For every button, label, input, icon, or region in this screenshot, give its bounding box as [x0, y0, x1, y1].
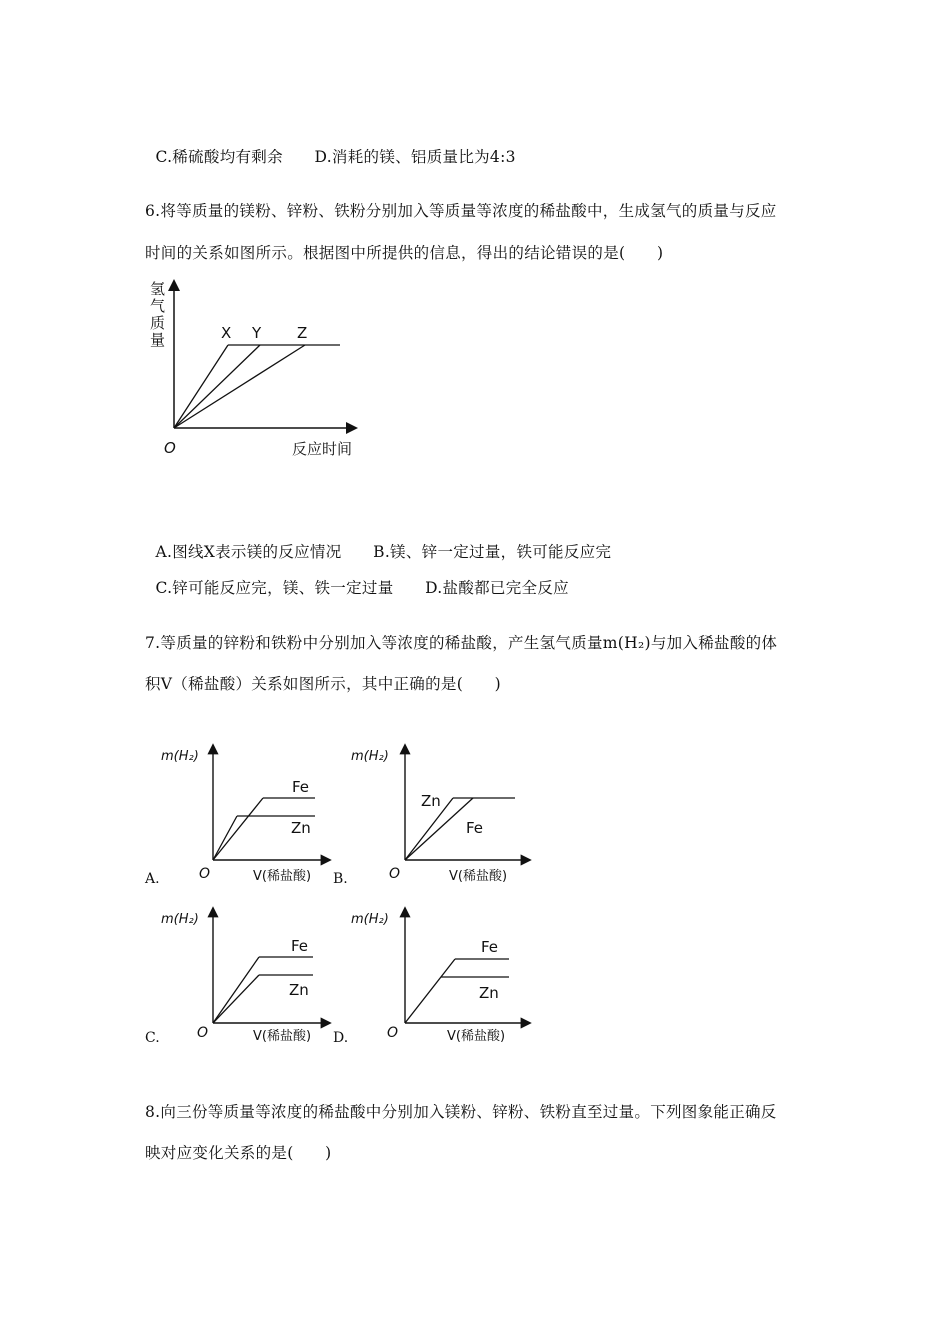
q6-line-y [174, 345, 260, 428]
q7c-xlabel: V(稀盐酸) [253, 1029, 312, 1044]
q7b-xlabel: V(稀盐酸) [449, 869, 508, 884]
q6-option-a: A.图线X表示镁的反应情况 [155, 543, 342, 561]
q8-stem-line1: 8.向三份等质量等浓度的稀盐酸中分别加入镁粉、锌粉、铁粉直至过量。下列图象能正确反 [145, 1103, 777, 1121]
q7b-ylabel: m(H₂) [351, 749, 389, 764]
q6-stem-line1: 6.将等质量的镁粉、锌粉、铁粉分别加入等质量等浓度的稀盐酸中，生成氢气的质量与反应 [145, 202, 777, 220]
q7d-ylabel: m(H₂) [351, 912, 389, 927]
q6-option-b: B.镁、锌一定过量，铁可能反应完 [373, 543, 612, 561]
q6-label-z: Z [297, 324, 308, 342]
q7-graph-d [345, 903, 535, 1053]
q7-graph-a [155, 740, 335, 890]
q8-stem-line2: 映对应变化关系的是( ) [145, 1144, 332, 1162]
q5-options-line [145, 127, 516, 167]
q7b-zn: Zn [421, 792, 441, 810]
q6-options-line1 [145, 522, 611, 562]
q7-graph-b [345, 740, 535, 890]
q6-ylabel-2: 气 [150, 297, 166, 315]
q6-ylabel-3: 质 [150, 314, 166, 332]
q7b-fe: Fe [466, 819, 484, 837]
q6-ylabel-1: 氢 [150, 280, 166, 298]
q7d-xlabel: V(稀盐酸) [447, 1029, 506, 1044]
q6-figure [140, 276, 380, 466]
q7-option-a-label: A. [145, 871, 160, 887]
q7c-fe: Fe [291, 937, 309, 955]
q6-label-x: X [221, 324, 232, 342]
q7-option-c-label: C. [145, 1030, 160, 1046]
q7-stem-line1: 7.等质量的锌粉和铁粉中分别加入等浓度的稀盐酸，产生氢气质量m(H₂)与加入稀盐酸的体 [145, 634, 778, 652]
q7c-origin: O [197, 1025, 209, 1041]
q7a-origin: O [199, 866, 211, 882]
q7c-zn: Zn [289, 981, 309, 999]
q6-option-d: D.盐酸都已完全反应 [425, 579, 569, 597]
q7a-zn: Zn [291, 819, 311, 837]
q7d-zn: Zn [479, 984, 499, 1002]
q7b-origin: O [389, 866, 401, 882]
q6-line-z [174, 345, 305, 428]
q7a-xlabel: V(稀盐酸) [253, 869, 312, 884]
q7-stem-line2: 积V（稀盐酸）关系如图所示，其中正确的是( ) [145, 675, 501, 693]
q6-label-y: Y [252, 324, 262, 342]
q7d-origin: O [387, 1025, 399, 1041]
q5-option-d: D.消耗的镁、铝质量比为4:3 [314, 148, 516, 166]
q6-options-line2 [145, 558, 569, 598]
q6-line-x [174, 345, 228, 428]
q7-option-d-label: D. [333, 1030, 349, 1046]
q7-option-b-label: B. [333, 871, 348, 887]
q6-stem-line2: 时间的关系如图所示。根据图中所提供的信息，得出的结论错误的是( ) [145, 244, 664, 262]
q6-xlabel: 反应时间 [292, 440, 353, 458]
q7c-ylabel: m(H₂) [161, 912, 199, 927]
q5-option-c: C.稀硫酸均有剩余 [155, 148, 283, 166]
q7a-fe: Fe [292, 778, 310, 796]
q7-graph-c [155, 903, 335, 1053]
q6-origin: O [164, 439, 176, 457]
q7a-ylabel: m(H₂) [161, 749, 199, 764]
q7d-fe: Fe [481, 938, 499, 956]
q6-option-c: C.锌可能反应完，镁、铁一定过量 [155, 579, 394, 597]
q6-ylabel-4: 量 [150, 331, 166, 349]
